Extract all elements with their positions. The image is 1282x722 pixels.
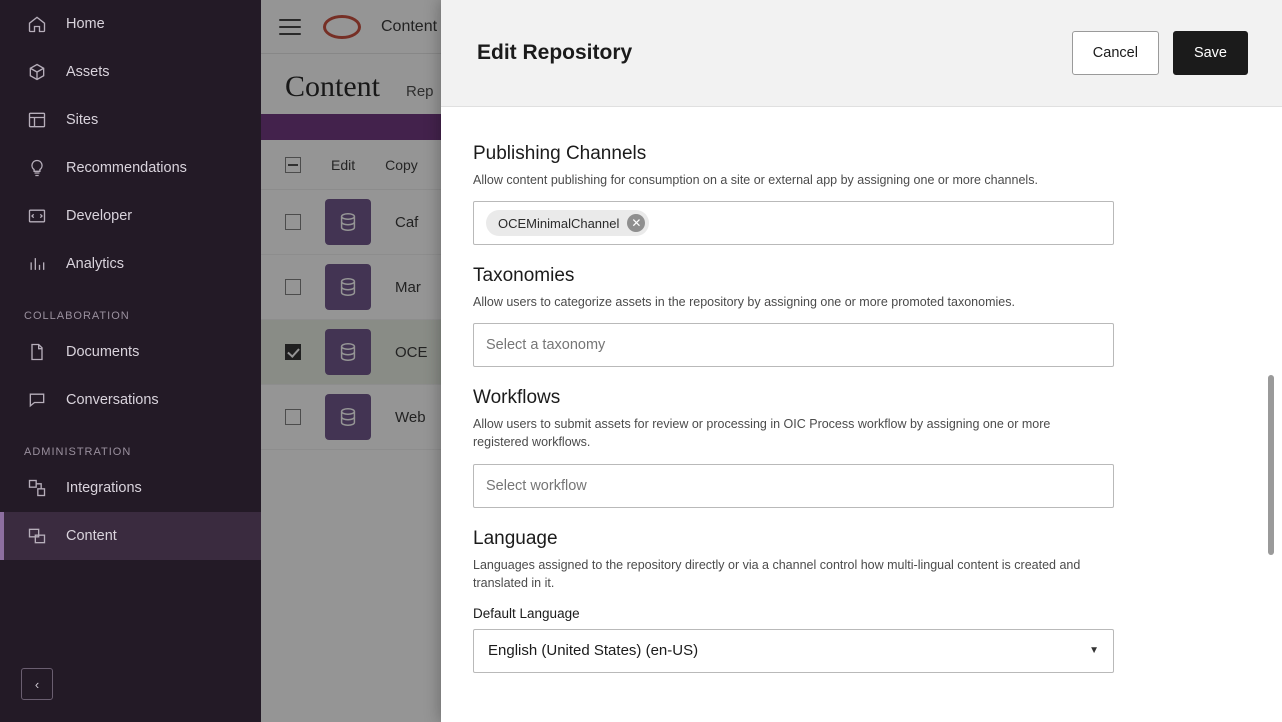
chevron-down-icon: ▼ (1089, 645, 1099, 657)
topbar-title: Content (381, 17, 438, 35)
sidebar-item-label: Analytics (66, 256, 125, 272)
dialog-title: Edit Repository (477, 41, 633, 64)
spacer (473, 508, 1246, 528)
workflows-description: Allow users to submit assets for review or processing in OIC Process workflow by assigning one or more registered workflows. (473, 417, 1051, 450)
default-language-value: English (United States) (en-US) (488, 642, 699, 660)
taxonomies-input[interactable] (473, 323, 1114, 367)
sidebar-item-label: Content (66, 528, 117, 544)
workflows-placeholder: Select workflow (486, 477, 587, 494)
sidebar-item-content[interactable] (0, 512, 261, 560)
sidebar-item-label: Documents (66, 344, 140, 360)
page-title: Content (285, 70, 380, 103)
publishing-channels-title: Publishing Channels (473, 143, 647, 164)
sidebar-item-recommendations[interactable] (0, 144, 261, 192)
sidebar-item-integrations[interactable] (0, 464, 261, 512)
lightbulb-icon (24, 155, 50, 181)
row-label: Caf (395, 213, 419, 231)
tab-repositories[interactable]: Rep (406, 83, 434, 100)
sidebar-item-label: Conversations (66, 392, 159, 408)
save-button[interactable]: Save (1173, 31, 1248, 75)
column-header-edit[interactable]: Edit (331, 156, 356, 173)
dialog-body (441, 107, 1282, 722)
conversations-icon (24, 387, 50, 413)
language-description: Languages assigned to the repository directly or via a channel control how multi-lingual content is created and translated in it. (473, 557, 1081, 590)
analytics-icon (24, 251, 50, 277)
dialog-scrollbar[interactable] (1268, 375, 1274, 555)
sidebar-item-label: Home (66, 16, 105, 32)
dialog-form (441, 143, 1282, 673)
sidebar-item-documents[interactable] (0, 328, 261, 376)
default-language-select[interactable] (473, 629, 1114, 673)
column-header-copy[interactable]: Copy (385, 156, 418, 173)
cancel-button[interactable]: Cancel (1072, 31, 1159, 75)
sidebar-item-home[interactable] (0, 0, 261, 48)
spacer (473, 245, 1246, 265)
language-title: Language (473, 527, 558, 549)
dialog-header (441, 0, 1282, 107)
sidebar-item-label: Recommendations (66, 160, 187, 176)
sidebar-item-label: Sites (66, 112, 99, 128)
row-label: Web (395, 408, 426, 426)
assets-icon (24, 59, 50, 85)
spacer (473, 367, 1246, 387)
publishing-channels-input[interactable] (473, 201, 1114, 245)
sites-icon (24, 107, 50, 133)
sidebar-item-analytics[interactable] (0, 240, 261, 288)
sidebar-item-developer[interactable] (0, 192, 261, 240)
sidebar-item-conversations[interactable] (0, 376, 261, 424)
sidebar-item-label: Developer (66, 208, 133, 224)
taxonomies-description: Allow users to categorize assets in the repository by assigning one or more promoted taxonomies. (473, 295, 1015, 310)
edit-repository-dialog (441, 0, 1282, 722)
taxonomies-placeholder: Select a taxonomy (486, 337, 606, 354)
sidebar-section-collaboration: COLLABORATION (24, 310, 130, 322)
sidebar-item-assets[interactable] (0, 48, 261, 96)
workflows-title: Workflows (473, 387, 561, 409)
content-icon (24, 523, 50, 549)
sidebar-collapse-button[interactable] (21, 668, 53, 700)
remove-chip-icon[interactable]: ✕ (627, 214, 645, 232)
integrations-icon (24, 475, 50, 501)
default-language-label: Default Language (473, 605, 580, 621)
developer-icon (24, 203, 50, 229)
sidebar-item-label: Assets (66, 64, 110, 80)
documents-icon (24, 339, 50, 365)
sidebar-item-label: Integrations (66, 480, 142, 496)
channel-chip-label: OCEMinimalChannel (498, 215, 620, 231)
sidebar (0, 0, 261, 722)
home-icon (24, 11, 50, 37)
publishing-channels-description: Allow content publishing for consumption on a site or external app by assigning one or more channels. (473, 173, 1038, 187)
taxonomies-title: Taxonomies (473, 265, 575, 287)
chevron-left-icon: ‹ (34, 676, 40, 692)
sidebar-section-administration: ADMINISTRATION (24, 446, 132, 458)
channel-chip[interactable] (486, 210, 649, 236)
workflows-input[interactable] (473, 464, 1114, 508)
row-label: Mar (395, 278, 421, 296)
sidebar-item-sites[interactable] (0, 96, 261, 144)
row-label: OCE (395, 343, 428, 361)
